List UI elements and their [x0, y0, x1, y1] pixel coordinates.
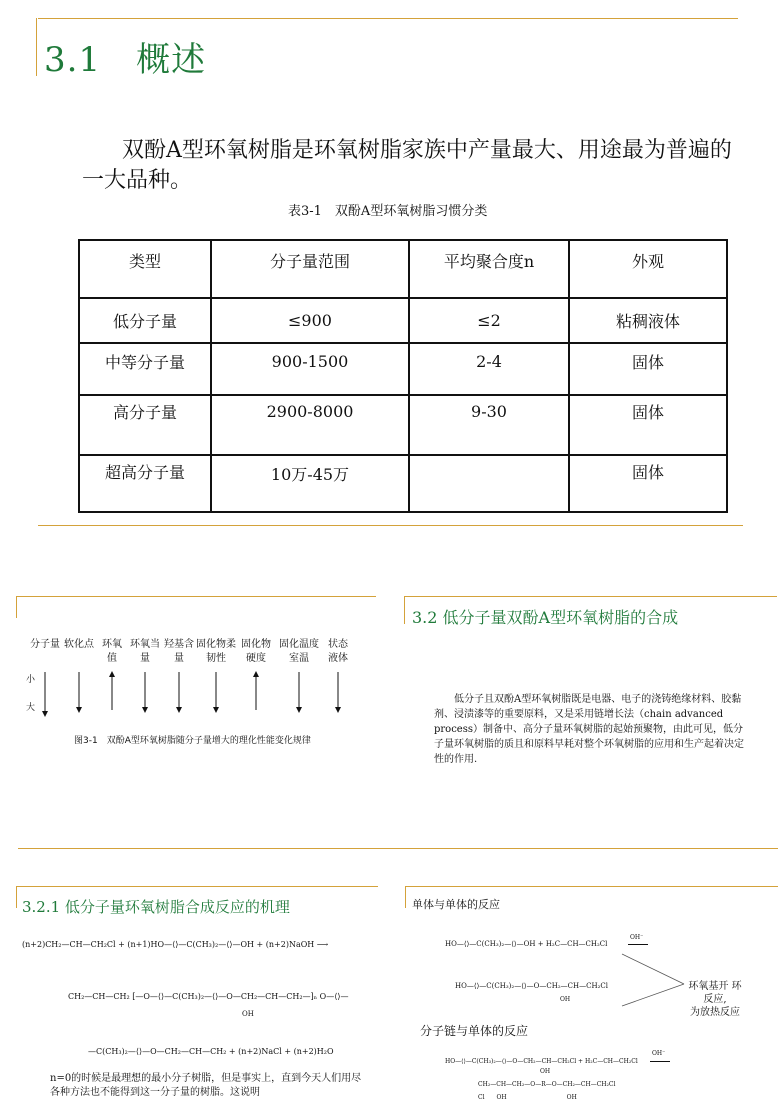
- column-label: 固化温度室温: [279, 639, 319, 664]
- mechanism-note: n=0的时候是最理想的最小分子树脂，但是事实上，直到今天人们用尽各种方法也不能得到这一分子量的树脂。这说明: [50, 1073, 362, 1098]
- table-cell: [409, 455, 569, 512]
- slide4-left-rule: [16, 886, 17, 908]
- annotation-line: 反应,: [703, 994, 727, 1005]
- table-cell: 9-30: [409, 395, 569, 455]
- reaction-2-oh: OH: [560, 996, 571, 1003]
- table-cell: 固体: [569, 343, 727, 395]
- table-row: [79, 455, 727, 512]
- equation-line-1: (n+2)CH₂—CH—CH₂Cl + (n+1)HO—⟨⟩—C(CH₃)₂—⟨⟩—OH + (n+2)NaOH ⟶: [22, 940, 329, 949]
- table-cell: 粘稠液体: [569, 298, 727, 343]
- column-label: 固化物柔韧性: [196, 639, 236, 664]
- table-header-cell: 分子量范围: [211, 240, 409, 298]
- column-label: 羟基含量: [164, 639, 194, 664]
- equation-line-3: —C(CH₃)₂—⟨⟩—O—CH₂—CH—CH₂ + (n+2)NaCl + (n+2)H₂O: [88, 1047, 334, 1056]
- reaction-2: HO—⟨⟩—C(CH₃)₂—⟨⟩—O—CH₂—CH—CH₂Cl: [455, 982, 608, 990]
- scale-large-label: 大: [26, 703, 36, 713]
- table-row: [79, 343, 727, 395]
- reaction-3-oh: OH: [540, 1068, 551, 1075]
- section-heading: 3.2 低分子量双酚A型环氧树脂的合成: [412, 608, 679, 627]
- equation-line-2: CH₂—CH—CH₂ [—O—⟨⟩—C(CH₃)₂—⟨⟩—O—CH₂—CH—CH₂—]ₙ O—⟨⟩—: [68, 992, 349, 1001]
- table-cell: 900-1500: [211, 343, 409, 395]
- table-cell: 10万-45万: [211, 455, 409, 512]
- table-row: [79, 395, 727, 455]
- table-header-cell: 外观: [569, 240, 727, 298]
- table-caption: 表3-1 双酚A型环氧树脂习惯分类: [288, 204, 488, 219]
- monomer-reaction-heading: 单体与单体的反应: [412, 898, 500, 911]
- table-header-cell: 类型: [79, 240, 211, 298]
- page-title: 3.1 概述: [44, 40, 207, 80]
- table-cell: 固体: [569, 395, 727, 455]
- slide4-top-rule: [16, 886, 378, 887]
- scale-small-label: 小: [26, 675, 36, 685]
- column-label: 分子量: [30, 639, 60, 650]
- annotation-line: 为放热反应: [690, 1007, 740, 1018]
- equation-oh-label: OH: [242, 1010, 254, 1018]
- reaction-3: HO—⟨⟩—C(CH₃)₂—⟨⟩—O—CH₂—CH—CH₂Cl + H₂C—CH—CH₂Cl: [445, 1058, 638, 1065]
- table-header-cell: 平均聚合度n: [409, 240, 569, 298]
- reaction-1-arrow: [628, 944, 648, 945]
- reaction-3-catalyst: OH⁻: [652, 1050, 666, 1057]
- reaction-4: CH₂—CH—CH₂—O—R—O—CH₂—CH—CH₂Cl: [478, 1081, 616, 1088]
- table-cell: 2900-8000: [211, 395, 409, 455]
- reaction-1-catalyst: OH⁻: [630, 934, 644, 941]
- slide1-top-rule: [38, 18, 738, 19]
- section-paragraph: 低分子且双酚A型环氧树脂既是电器、电子的浇铸绝缘材料、胶黏剂、浸渍漆等的重要原料，又是采用链增长法（chain advanced process）制备中、高分子量环氧树脂的起始预聚物，由此可见，低分子量环氧树脂的质且和原料早耗对整个环氧树脂的应用和生产起着决定性的作用.: [434, 694, 744, 765]
- table-cell: 超高分子量: [79, 455, 211, 512]
- intro-paragraph: 双酚A型环氧树脂是环氧树脂家族中产量最大、用途最为普遍的一大品种。: [82, 138, 732, 193]
- classification-table: [78, 239, 728, 513]
- reaction-3-arrow: [650, 1061, 670, 1062]
- reaction-4-sub: Cl OH OH: [478, 1094, 577, 1101]
- slide2-top-rule: [16, 596, 376, 597]
- slide1-left-rule: [36, 18, 37, 76]
- table-cell: 高分子量: [79, 395, 211, 455]
- table-cell: 低分子量: [79, 298, 211, 343]
- slide3-top-rule: [405, 596, 777, 597]
- property-trend-arrows: [26, 668, 356, 718]
- slide5-left-rule: [405, 886, 406, 908]
- reaction-1: HO—⟨⟩—C(CH₃)₂—⟨⟩—OH + H₂C—CH—CH₂Cl: [445, 940, 608, 948]
- table-cell: ≤2: [409, 298, 569, 343]
- column-label: 环氧当量: [130, 639, 160, 664]
- table-cell: 中等分子量: [79, 343, 211, 395]
- column-label: 软化点: [64, 639, 94, 650]
- table-cell: 2-4: [409, 343, 569, 395]
- annotation-leader-lines: [620, 950, 690, 1010]
- slide1-bottom-rule: [38, 525, 743, 526]
- column-label: 环氧值: [102, 639, 122, 664]
- slide2-bottom-rule: [18, 848, 778, 849]
- slide2-left-rule: [16, 596, 17, 618]
- slide3-left-rule: [404, 596, 405, 624]
- annotation-line: 环氧基开 环: [688, 981, 742, 992]
- figure-caption: 图3-1 双酚A型环氧树脂随分子量增大的理化性能变化规律: [74, 736, 311, 746]
- table-row: [79, 298, 727, 343]
- table-header-row: [79, 240, 727, 298]
- column-label: 状态液体: [328, 639, 348, 664]
- subsection-heading: 3.2.1 低分子量环氧树脂合成反应的机理: [22, 898, 290, 916]
- column-label: 固化物硬度: [241, 639, 271, 664]
- table-cell: ≤900: [211, 298, 409, 343]
- annotation-text: [684, 980, 746, 1019]
- table-cell: 固体: [569, 455, 727, 512]
- slide5-top-rule: [406, 886, 778, 887]
- chain-reaction-heading: 分子链与单体的反应: [420, 1024, 529, 1038]
